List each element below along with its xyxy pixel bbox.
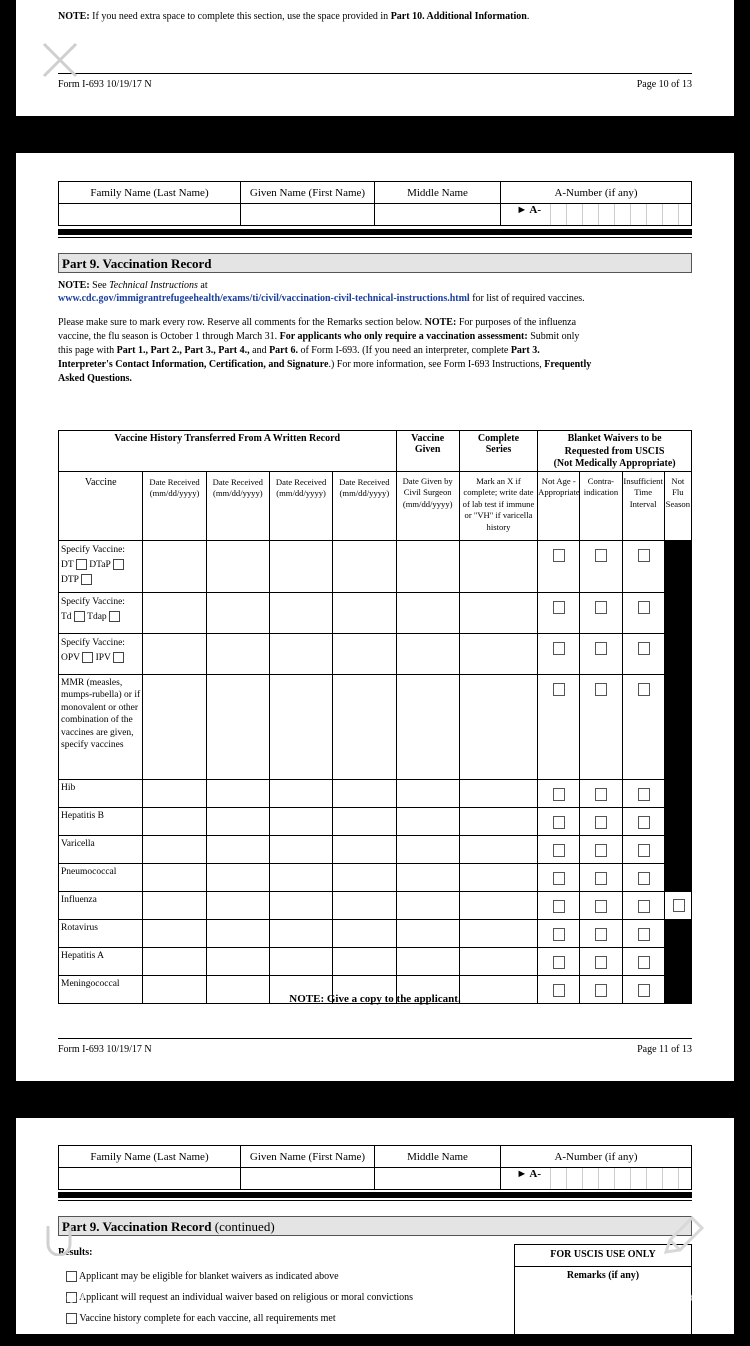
- waiver-cell: [580, 919, 622, 947]
- option-individual-waiver[interactable]: Applicant will request an individual waiver based on religious or moral convictions: [66, 1287, 486, 1308]
- date-given-cell[interactable]: [396, 592, 459, 633]
- waiver-cell: [580, 891, 622, 919]
- vaccine-row: [59, 540, 692, 592]
- complete-series-cell[interactable]: [459, 863, 537, 891]
- vaccine-name: Varicella: [61, 838, 95, 849]
- complete-series-cell[interactable]: [459, 947, 537, 975]
- not-age-checkbox[interactable]: [553, 683, 565, 696]
- waiver-cell: [538, 919, 580, 947]
- waiver-cell: [622, 807, 664, 835]
- date-received-cell[interactable]: [333, 835, 396, 863]
- waiver-cell: [538, 891, 580, 919]
- vaccine-option-label: Tdap: [87, 611, 107, 622]
- waiver-cell: [580, 779, 622, 807]
- date-received-cell[interactable]: [206, 633, 269, 674]
- vaccine-option-checkbox[interactable]: [76, 559, 87, 570]
- date-received-header: Date Received (mm/dd/yyyy): [269, 471, 332, 540]
- date-received-cell[interactable]: [206, 835, 269, 863]
- date-received-cell[interactable]: [143, 779, 206, 807]
- insufficient-interval-checkbox[interactable]: [638, 642, 650, 655]
- date-received-cell[interactable]: [269, 919, 332, 947]
- date-received-cell[interactable]: [333, 919, 396, 947]
- vaccine-row: [59, 779, 692, 807]
- vaccine-row: [59, 835, 692, 863]
- date-received-cell[interactable]: [206, 592, 269, 633]
- vaccine-name-cell: [59, 633, 143, 674]
- insufficient-interval-checkbox[interactable]: [638, 788, 650, 801]
- date-received-cell[interactable]: [206, 779, 269, 807]
- date-received-cell[interactable]: [206, 891, 269, 919]
- vaccine-name: Influenza: [61, 894, 97, 905]
- date-received-cell[interactable]: [333, 863, 396, 891]
- applicant-name-table: [58, 181, 692, 226]
- not-age-checkbox[interactable]: [553, 928, 565, 941]
- vaccine-option-checkbox[interactable]: [82, 652, 93, 663]
- insufficient-interval-checkbox[interactable]: [638, 844, 650, 857]
- header-rule: [58, 237, 692, 238]
- vaccine-name-cell: [59, 863, 143, 891]
- not-flu-season-cell: [664, 540, 691, 592]
- date-received-header: Date Received (mm/dd/yyyy): [143, 471, 206, 540]
- not-flu-season-checkbox[interactable]: [673, 899, 685, 912]
- waiver-cell: [580, 633, 622, 674]
- results-options: [66, 1266, 486, 1329]
- vaccine-row: [59, 863, 692, 891]
- vaccine-option-checkbox[interactable]: [113, 652, 124, 663]
- family-name-field[interactable]: [59, 204, 241, 226]
- given-group-header: Vaccine Given: [396, 431, 459, 472]
- waiver-cell: [538, 592, 580, 633]
- date-received-cell[interactable]: [143, 919, 206, 947]
- date-received-cell[interactable]: [143, 947, 206, 975]
- date-received-cell[interactable]: [333, 674, 396, 779]
- date-received-cell[interactable]: [269, 674, 332, 779]
- date-received-cell[interactable]: [143, 891, 206, 919]
- date-received-cell[interactable]: [269, 891, 332, 919]
- date-received-cell[interactable]: [143, 633, 206, 674]
- contraindication-checkbox[interactable]: [595, 900, 607, 913]
- date-received-cell[interactable]: [206, 674, 269, 779]
- not-age-checkbox[interactable]: [553, 900, 565, 913]
- checkbox[interactable]: [66, 1271, 77, 1282]
- form-id: Form I-693 10/19/17 N: [58, 79, 152, 90]
- vaccine-col-header: Vaccine: [59, 471, 143, 540]
- family-name-label: Family Name (Last Name): [59, 182, 241, 204]
- date-received-cell[interactable]: [333, 891, 396, 919]
- insufficient-interval-checkbox[interactable]: [638, 683, 650, 696]
- header-rule: [58, 1200, 692, 1201]
- date-received-cell[interactable]: [269, 540, 332, 592]
- date-received-cell[interactable]: [269, 633, 332, 674]
- date-given-cell[interactable]: [396, 633, 459, 674]
- vaccine-row: [59, 674, 692, 779]
- not-flu-season-cell: [664, 807, 691, 835]
- waiver-cell: [580, 674, 622, 779]
- date-received-header: Date Received (mm/dd/yyyy): [333, 471, 396, 540]
- contraindication-checkbox[interactable]: [595, 549, 607, 562]
- vaccine-name-cell: [59, 592, 143, 633]
- checkbox[interactable]: [66, 1313, 77, 1324]
- date-received-cell[interactable]: [206, 947, 269, 975]
- waiver-cell: [622, 779, 664, 807]
- insufficient-interval-checkbox[interactable]: [638, 601, 650, 614]
- move-label[interactable]: Move: [42, 1287, 87, 1307]
- vaccine-name: Hib: [61, 782, 76, 793]
- date-given-cell[interactable]: [396, 919, 459, 947]
- cdc-link[interactable]: www.cdc.gov/immigrantrefugeehealth/exams/ti/civil/vaccination-civil-technical-instructions.html: [58, 293, 470, 304]
- date-received-cell[interactable]: [269, 835, 332, 863]
- close-icon[interactable]: [40, 40, 80, 80]
- vaccine-row: [59, 919, 692, 947]
- vaccine-row: [59, 633, 692, 674]
- not-age-checkbox[interactable]: [553, 872, 565, 885]
- page-12-fragment: [16, 1118, 734, 1334]
- date-given-cell[interactable]: [396, 947, 459, 975]
- vaccine-row: [59, 807, 692, 835]
- waiver-cell: [538, 540, 580, 592]
- waiver-cell: [622, 540, 664, 592]
- waiver-cell: [580, 540, 622, 592]
- vaccine-option-label: OPV: [61, 652, 80, 663]
- not-age-header: Not Age - Appropriate: [538, 471, 580, 540]
- not-flu-season-cell: [664, 779, 691, 807]
- waiver-cell: [580, 835, 622, 863]
- header-bar: [58, 1192, 692, 1198]
- applicant-name-table: [58, 1145, 692, 1190]
- date-received-cell[interactable]: [333, 779, 396, 807]
- page-number: Page 11 of 13: [637, 1044, 692, 1055]
- date-received-cell[interactable]: [206, 540, 269, 592]
- complete-series-cell[interactable]: [459, 919, 537, 947]
- mark-x-header: Mark an X if complete; write date of lab test if immune or "VH" if varicella history: [459, 471, 537, 540]
- given-name-label: Given Name (First Name): [241, 182, 375, 204]
- extra-space-note: NOTE: If you need extra space to complete this section, use the space provided in Part 10. Additional Information.: [58, 11, 530, 22]
- date-given-cell[interactable]: [396, 835, 459, 863]
- date-received-cell[interactable]: [143, 807, 206, 835]
- contraindication-checkbox[interactable]: [595, 844, 607, 857]
- contraindication-checkbox[interactable]: [595, 683, 607, 696]
- part9-instructions: Please make sure to mark every row. Reserve all comments for the Remarks section below. NOTE: For purposes of the influenza vaccine, the flu season is October 1 through March 31. For applicants who only require a vaccination assessment: Submit only this page with Part 1., Part 2., Part 3., Part 4., and Part 6. of Form I-693. (If you need an interpreter, complete Part 3. Interpreter's Contact Information, Certification, and Signature.) For more information, see Form I-693 Instructions, Frequently Asked Questions.: [58, 317, 592, 384]
- date-received-cell[interactable]: [269, 779, 332, 807]
- date-received-cell[interactable]: [143, 835, 206, 863]
- complete-series-cell[interactable]: [459, 835, 537, 863]
- date-given-cell[interactable]: [396, 674, 459, 779]
- form-id: Form I-693 10/19/17 N: [58, 1044, 152, 1055]
- date-received-header: Date Received (mm/dd/yyyy): [206, 471, 269, 540]
- date-received-cell[interactable]: [206, 807, 269, 835]
- complete-series-cell[interactable]: [459, 592, 537, 633]
- not-age-checkbox[interactable]: [553, 788, 565, 801]
- move-icon[interactable]: [44, 1222, 74, 1256]
- insufficient-interval-checkbox[interactable]: [638, 872, 650, 885]
- date-received-cell[interactable]: [333, 947, 396, 975]
- page-10-fragment: [16, 0, 734, 116]
- not-age-checkbox[interactable]: [553, 601, 565, 614]
- waiver-cell: [622, 947, 664, 975]
- middle-name-field[interactable]: [375, 204, 501, 226]
- vaccine-name-cell: [59, 807, 143, 835]
- vaccination-table: [58, 430, 692, 1004]
- insufficient-interval-checkbox[interactable]: [638, 928, 650, 941]
- history-group-header: Vaccine History Transferred From A Written Record: [59, 431, 397, 472]
- middle-name-field[interactable]: [375, 1168, 501, 1190]
- date-received-cell[interactable]: [333, 807, 396, 835]
- date-received-cell[interactable]: [269, 863, 332, 891]
- date-received-cell[interactable]: [143, 674, 206, 779]
- vaccine-name-cell: [59, 919, 143, 947]
- complete-series-cell[interactable]: [459, 891, 537, 919]
- complete-series-cell[interactable]: [459, 540, 537, 592]
- give-copy-note: NOTE: Give a copy to the applicant.: [289, 993, 461, 1005]
- vaccine-name-cell: [59, 947, 143, 975]
- middle-name-label: Middle Name: [375, 1146, 501, 1168]
- date-given-cell[interactable]: [396, 807, 459, 835]
- date-received-cell[interactable]: [143, 540, 206, 592]
- complete-series-cell[interactable]: [459, 674, 537, 779]
- date-received-cell[interactable]: [206, 919, 269, 947]
- contraindication-checkbox[interactable]: [595, 956, 607, 969]
- date-given-cell[interactable]: [396, 863, 459, 891]
- waiver-cell: [538, 633, 580, 674]
- vaccine-name-cell: [59, 835, 143, 863]
- waiver-cell: [538, 779, 580, 807]
- uscis-title: FOR USCIS USE ONLY: [515, 1245, 691, 1267]
- part9-continued-title: Part 9. Vaccination Record (continued): [58, 1216, 692, 1236]
- family-name-label: Family Name (Last Name): [59, 1146, 241, 1168]
- vaccine-option-checkbox[interactable]: [81, 574, 92, 585]
- given-name-label: Given Name (First Name): [241, 1146, 375, 1168]
- waiver-cell: [622, 592, 664, 633]
- date-given-cell[interactable]: [396, 891, 459, 919]
- a-number-field[interactable]: ► A-: [501, 1168, 692, 1190]
- vaccine-name: Meningococcal: [61, 978, 120, 989]
- vaccine-name-cell: [59, 891, 143, 919]
- vaccine-option-label: DTP: [61, 574, 79, 585]
- date-given-header: Date Given by Civil Surgeon (mm/dd/yyyy): [396, 471, 459, 540]
- vaccine-name: Rotavirus: [61, 922, 98, 933]
- waiver-cell: [580, 947, 622, 975]
- date-given-cell[interactable]: [396, 540, 459, 592]
- middle-name-label: Middle Name: [375, 182, 501, 204]
- complete-group-header: Complete Series: [459, 431, 537, 472]
- page-number: Page 10 of 13: [636, 79, 692, 90]
- vaccine-name-cell: [59, 674, 143, 779]
- date-given-cell[interactable]: [396, 779, 459, 807]
- waiver-cell: [538, 947, 580, 975]
- option-blanket-waivers[interactable]: Applicant may be eligible for blanket waivers as indicated above: [66, 1266, 486, 1287]
- vaccine-name-cell: [59, 540, 143, 592]
- family-name-field[interactable]: [59, 1168, 241, 1190]
- vaccine-row: [59, 947, 692, 975]
- waivers-group-header: Blanket Waivers to be Requested from USCIS (Not Medically Appropriate): [538, 431, 692, 472]
- page-11: [16, 153, 734, 1081]
- date-received-cell[interactable]: [206, 863, 269, 891]
- vaccine-row: [59, 891, 692, 919]
- header-bar: [58, 229, 692, 235]
- waiver-cell: [538, 807, 580, 835]
- complete-series-cell[interactable]: [459, 807, 537, 835]
- date-received-cell[interactable]: [269, 947, 332, 975]
- a-number-label: A-Number (if any): [501, 182, 692, 204]
- waiver-cell: [580, 863, 622, 891]
- insufficient-header: Insufficient Time Interval: [622, 471, 664, 540]
- complete-series-cell[interactable]: [459, 633, 537, 674]
- option-history-complete[interactable]: Vaccine history complete for each vaccine, all requirements met: [66, 1308, 486, 1329]
- contraindication-checkbox[interactable]: [595, 872, 607, 885]
- part9-note: NOTE: See Technical Instructions at www.cdc.gov/immigrantrefugeehealth/exams/ti/civil/vaccination-civil-technical-instructions.html for list of required vaccines.: [58, 280, 585, 304]
- given-name-field[interactable]: [241, 1168, 375, 1190]
- insufficient-interval-checkbox[interactable]: [638, 816, 650, 829]
- results-label: Results:: [58, 1247, 93, 1258]
- vaccine-option-label: Td: [61, 611, 72, 622]
- not-flu-season-cell: [664, 592, 691, 633]
- vaccine-option-label: DT: [61, 559, 74, 570]
- not-flu-season-cell: [664, 947, 691, 975]
- vaccine-name-cell: [59, 779, 143, 807]
- not-flu-season-cell: [664, 835, 691, 863]
- waiver-cell: [622, 674, 664, 779]
- date-received-cell[interactable]: [333, 633, 396, 674]
- date-received-cell[interactable]: [269, 592, 332, 633]
- not-age-checkbox[interactable]: [553, 549, 565, 562]
- not-age-checkbox[interactable]: [553, 816, 565, 829]
- vaccine-row: [59, 592, 692, 633]
- date-received-cell[interactable]: [269, 807, 332, 835]
- insufficient-interval-checkbox[interactable]: [638, 900, 650, 913]
- waiver-cell: [622, 863, 664, 891]
- waiver-cell: [622, 919, 664, 947]
- date-received-cell[interactable]: [143, 592, 206, 633]
- contraindication-checkbox[interactable]: [595, 816, 607, 829]
- not-flu-season-cell: [664, 919, 691, 947]
- contraindication-checkbox[interactable]: [595, 788, 607, 801]
- vaccine-name: Hepatitis B: [61, 810, 105, 821]
- edit-pencil-icon[interactable]: [658, 1212, 708, 1262]
- vaccine-option-checkbox[interactable]: [74, 611, 85, 622]
- date-received-cell[interactable]: [143, 863, 206, 891]
- not-age-checkbox[interactable]: [553, 956, 565, 969]
- not-flu-header: Not Flu Season: [664, 471, 691, 540]
- date-received-cell[interactable]: [333, 540, 396, 592]
- vaccine-option-checkbox[interactable]: [113, 559, 124, 570]
- waiver-cell: [538, 674, 580, 779]
- contraindication-checkbox[interactable]: [595, 642, 607, 655]
- not-flu-season-cell: [664, 674, 691, 779]
- remarks-label: Remarks (if any): [566, 1270, 640, 1281]
- vaccine-name: Pneumococcal: [61, 866, 117, 877]
- insufficient-interval-checkbox[interactable]: [638, 549, 650, 562]
- footer-rule: [58, 1038, 692, 1039]
- footer-rule: [58, 73, 692, 74]
- not-age-checkbox[interactable]: [553, 844, 565, 857]
- a-number-label: A-Number (if any): [501, 1146, 692, 1168]
- not-flu-season-cell: [664, 633, 691, 674]
- waiver-cell: [580, 807, 622, 835]
- not-age-checkbox[interactable]: [553, 642, 565, 655]
- vaccine-name: Specify Vaccine:: [61, 596, 125, 607]
- waiver-cell: [622, 633, 664, 674]
- given-name-field[interactable]: [241, 204, 375, 226]
- contraindication-checkbox[interactable]: [595, 601, 607, 614]
- waiver-cell: [580, 592, 622, 633]
- insufficient-interval-checkbox[interactable]: [638, 956, 650, 969]
- vaccine-name: Specify Vaccine:: [61, 544, 125, 555]
- part9-title: Part 9. Vaccination Record: [58, 253, 692, 273]
- vaccine-name: MMR (measles, mumps-rubella) or if monovalent or other combination of the vaccines are given, specify vaccines: [61, 677, 141, 750]
- vaccine-name: Specify Vaccine:: [61, 637, 125, 648]
- vaccine-option-checkbox[interactable]: [109, 611, 120, 622]
- not-flu-season-cell: [664, 891, 691, 919]
- vaccine-option-label: IPV: [95, 652, 111, 663]
- vaccine-option-label: DTaP: [89, 559, 111, 570]
- date-received-cell[interactable]: [333, 592, 396, 633]
- complete-series-cell[interactable]: [459, 779, 537, 807]
- waiver-cell: [538, 863, 580, 891]
- not-flu-season-cell: [664, 863, 691, 891]
- waiver-cell: [622, 891, 664, 919]
- waiver-cell: [622, 835, 664, 863]
- a-number-field[interactable]: ► A-: [501, 204, 692, 226]
- contraindication-checkbox[interactable]: [595, 928, 607, 941]
- waiver-cell: [538, 835, 580, 863]
- remix-label[interactable]: Remix: [644, 1287, 696, 1307]
- vaccine-name: Hepatitis A: [61, 950, 105, 961]
- contra-header: Contra- indication: [580, 471, 622, 540]
